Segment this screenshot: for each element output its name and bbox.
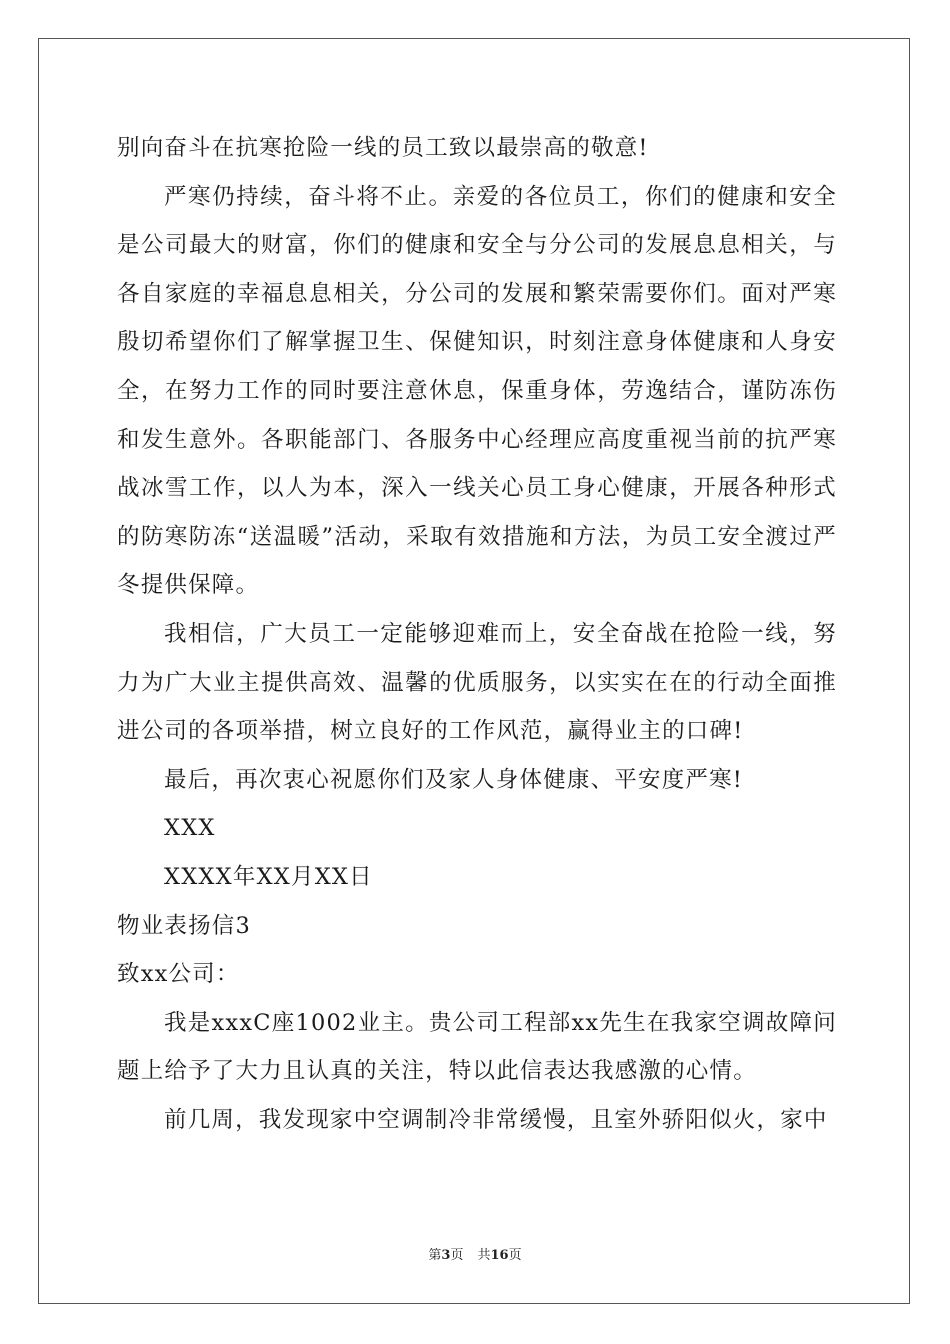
salutation: 致xx公司： xyxy=(117,961,240,988)
document-body xyxy=(117,124,837,1144)
signature-name: XXX xyxy=(164,815,216,842)
section-heading: 物业表扬信3 xyxy=(117,912,252,939)
paragraph-6: 前几周，我发现家中空调制冷非常缓慢，且室外骄阳似火，家中 xyxy=(164,1106,828,1133)
page-prefix: 第 xyxy=(428,1248,442,1263)
page-footer xyxy=(0,1246,950,1266)
total-suffix: 页 xyxy=(508,1248,522,1263)
total-pages-number: 16 xyxy=(490,1248,509,1263)
total-prefix: 共 xyxy=(477,1248,491,1263)
page-suffix: 页 xyxy=(450,1248,464,1263)
paragraph-2: 严寒仍持续，奋斗将不止。亲爱的各位员工，你们的健康和安全是公司最大的财富，你们的健康和安全与分公司的发展息息相关，与各自家庭的幸福息息相关，分公司的发展和繁荣需要你们。面对严寒殷切希望你们了解掌握卫生、保健知识，时刻注意身体健康和人身安全，在努力工作的同时要注意休息，保重身体，劳逸结合，谨防冻伤和发生意外。各职能部门、各服务中心经理应高度重视当前的抗严寒战冰雪工作，以人为本，深入一线关心员工身心健康，开展各种形式的防寒防冻“送温暖”活动，采取有效措施和方法，为员工安全渡过严冬提供保障。 xyxy=(117,183,837,599)
paragraph-1: 别向奋斗在抗寒抢险一线的员工致以最崇高的敬意! xyxy=(117,135,649,161)
current-page-number: 3 xyxy=(441,1248,451,1263)
paragraph-5: 我是xxxC座1002业主。贵公司工程部xx先生在我家空调故障问题上给予了大力且认真的关注，特以此信表达我感激的心情。 xyxy=(117,1009,837,1085)
signature-date: XXXX年XX月XX日 xyxy=(164,863,373,890)
paragraph-4: 最后，再次衷心祝愿你们及家人身体健康、平安度严寒! xyxy=(164,766,744,793)
paragraph-3: 我相信，广大员工一定能够迎难而上，安全奋战在抢险一线，努力为广大业主提供高效、温馨的优质服务，以实实在在的行动全面推进公司的各项举措，树立良好的工作风范，赢得业主的口碑! xyxy=(117,620,837,745)
